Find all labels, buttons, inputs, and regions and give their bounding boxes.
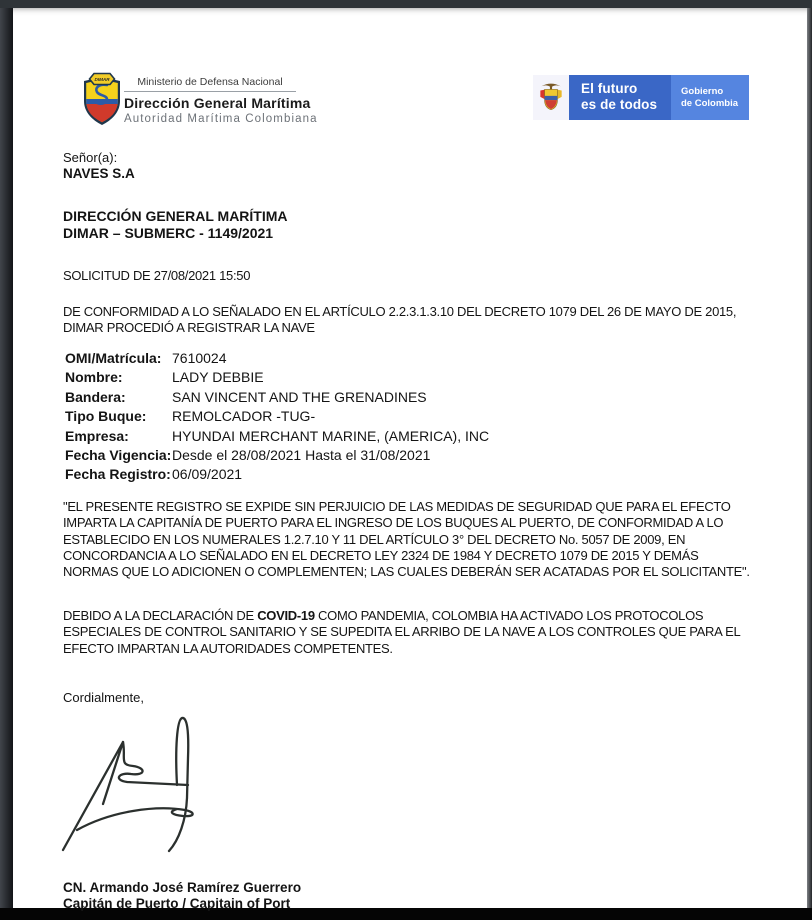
field-value: 7610024	[172, 350, 227, 366]
table-row	[65, 388, 725, 407]
dimar-subtitle: Autoridad Marítima Colombiana	[124, 113, 318, 125]
field-value: REMOLCADOR -TUG-	[172, 408, 316, 425]
viewer-right-edge	[807, 8, 812, 908]
document-page	[13, 8, 807, 911]
closing-line: Cordialmente,	[63, 690, 144, 705]
covid-bold: COVID-19	[257, 608, 315, 623]
table-row	[65, 368, 725, 387]
covid-text-before: DEBIDO A LA DECLARACIÓN DE	[63, 608, 258, 623]
field-label: Empresa:	[65, 427, 129, 444]
slogan-line2: es de todos	[581, 97, 658, 112]
field-value: LADY DEBBIE	[172, 369, 264, 386]
request-date-line: SOLICITUD DE 27/08/2021 15:50	[63, 268, 251, 283]
table-row	[65, 465, 725, 484]
slogan-line1: El futuro	[581, 81, 638, 96]
gobierno-line2: de Colombia	[681, 97, 739, 109]
viewer-top-edge	[0, 0, 812, 8]
doc-reference: DIMAR – SUBMERC - 1149/2021	[63, 225, 274, 241]
gobierno-block	[671, 75, 749, 120]
dimar-title: Dirección General Marítima	[124, 95, 311, 111]
dimar-shield-icon	[80, 72, 124, 131]
field-label: Fecha Vigencia:	[65, 447, 172, 464]
recipient-name: NAVES S.A	[63, 166, 135, 181]
covid-text-after: COMO PANDEMIA, COLOMBIA HA ACTIVADO LOS PROTOCOLOS ESPECIALES DE CONTROL SANITARIO Y SE SUPEDITA EL ARRIBO DE LA NAVE A LOS CONTROLES QUE PARA EL EFECTO IMPARTAN LA AUTORIDADES COMPETENTES.	[63, 608, 740, 656]
signer-title: Capitán de Puerto / Capitain of Port	[63, 896, 291, 911]
table-row	[65, 446, 725, 465]
covid-paragraph	[63, 608, 763, 657]
slogan-block	[569, 75, 671, 120]
legal-paragraph: "EL PRESENTE REGISTRO SE EXPIDE SIN PERJUICIO DE LAS MEDIDAS DE SEGURIDAD QUE PARA EL EFECTO IMPARTA LA CAPITANÍA DE PUERTO PARA EL INGRESO DE LOS BUQUES AL PUERTO, DE CONFORMIDAD A LO ESTABLECIDO EN LOS NUMERALES 1.2.7.10 Y 11 DEL ARTÍCULO 3° DEL DECRETO No. 5057 DE 2009, EN CONCORDANCIA A LO SEÑALADO EN EL DECRETO LEY 2324 DE 1984 Y DECRETO 1079 DE 2015 Y DEMÁS NORMAS QUE LO ADICIONEN O COMPLEMENTEN; LAS CUALES DEBERÁN SER ACATADAS POR EL SOLICITANTE".	[63, 499, 750, 580]
field-value: SAN VINCENT AND THE GRENADINES	[172, 388, 427, 405]
salutation: Señor(a):	[63, 150, 118, 165]
colombia-coat-of-arms-icon	[533, 75, 569, 120]
dimar-logo-text	[124, 76, 318, 125]
field-label: Bandera:	[65, 388, 126, 405]
vessel-fields-table	[65, 349, 725, 485]
field-label: OMI/Matrícula:	[65, 350, 162, 366]
table-row	[65, 349, 725, 368]
field-label: Nombre:	[65, 369, 123, 386]
gov-banner	[533, 75, 749, 120]
ministry-line: Ministerio de Defensa Nacional	[124, 76, 296, 92]
signer-name: CN. Armando José Ramírez Guerrero	[63, 880, 302, 895]
field-value: Desde el 28/08/2021 Hasta el 31/08/2021	[172, 447, 431, 464]
svg-text:DIMAR: DIMAR	[94, 77, 110, 82]
table-row	[65, 427, 725, 446]
gobierno-line1: Gobierno	[681, 86, 724, 97]
field-label: Tipo Buque:	[65, 408, 147, 425]
signature	[61, 708, 206, 863]
field-label: Fecha Registro:	[65, 466, 171, 483]
field-value: HYUNDAI MERCHANT MARINE, (AMERICA), INC	[172, 427, 490, 444]
table-row	[65, 407, 725, 426]
viewer-left-edge	[0, 8, 13, 908]
field-value: 06/09/2021	[172, 466, 243, 483]
org-title: DIRECCIÓN GENERAL MARÍTIMA	[63, 208, 288, 224]
intro-paragraph: DE CONFORMIDAD A LO SEÑALADO EN EL ARTÍCULO 2.2.3.1.3.10 DEL DECRETO 1079 DEL 26 DE MAYO DE 2015, DIMAR PROCEDIÓ A REGISTRAR LA NAVE	[63, 304, 737, 336]
